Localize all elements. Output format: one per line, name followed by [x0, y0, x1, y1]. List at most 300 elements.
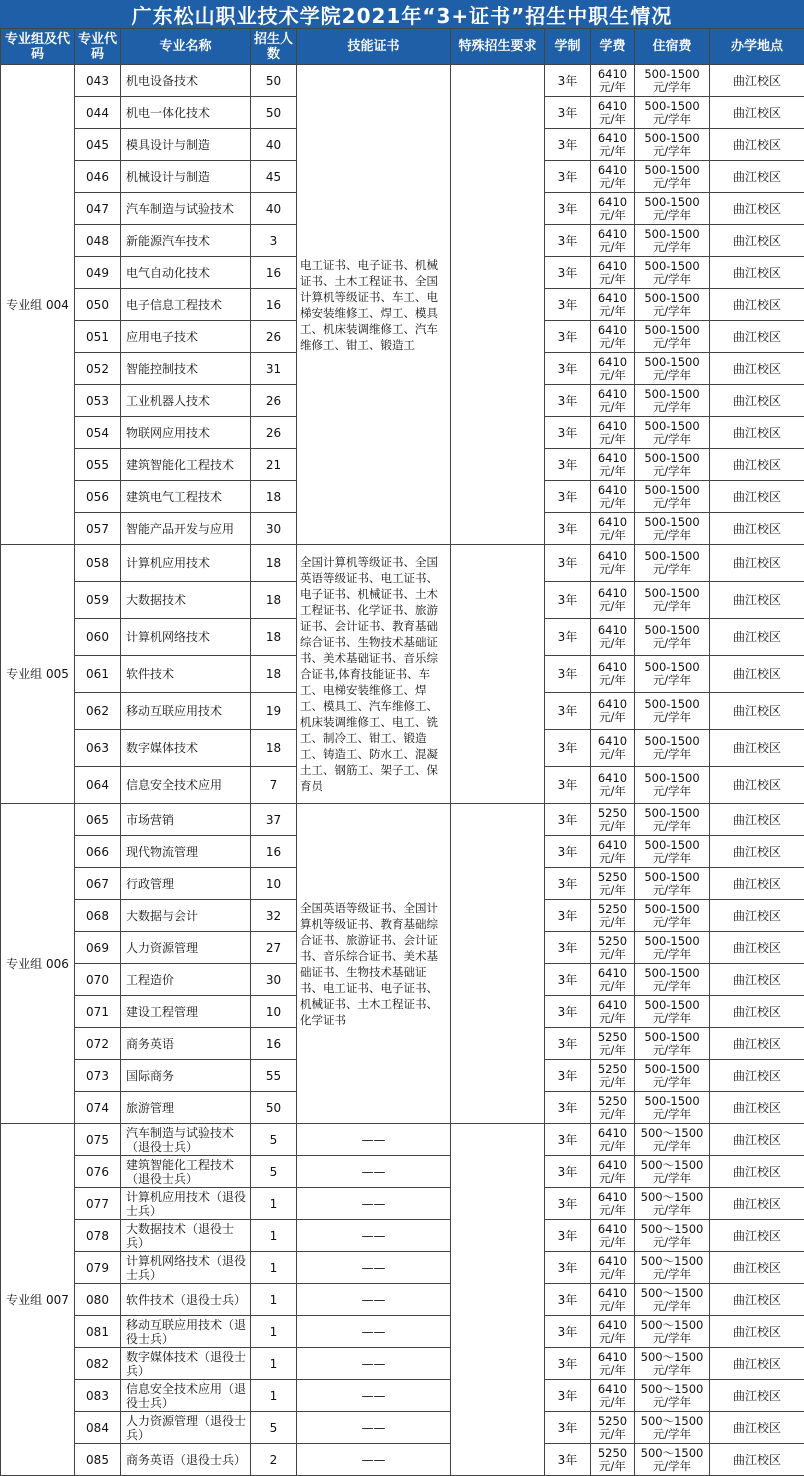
major-code: 059 [75, 582, 121, 619]
study-years: 3年 [545, 656, 591, 693]
major-name: 电气自动化技术 [121, 257, 251, 289]
dorm-fee: 500-1500元/学年 [635, 996, 710, 1028]
study-years: 3年 [545, 767, 591, 804]
major-name: 信息安全技术应用（退役士兵） [121, 1380, 251, 1412]
campus-location: 曲江校区 [710, 1284, 804, 1316]
skill-certificate: —— [297, 1316, 451, 1348]
campus-location: 曲江校区 [710, 1348, 804, 1380]
enroll-count: 40 [251, 193, 297, 225]
major-name: 汽车制造与试验技术（退役士兵） [121, 1124, 251, 1156]
campus-location: 曲江校区 [710, 1028, 804, 1060]
study-years: 3年 [545, 257, 591, 289]
campus-location: 曲江校区 [710, 225, 804, 257]
major-name: 计算机应用技术 [121, 545, 251, 582]
major-code: 053 [75, 385, 121, 417]
enroll-count: 16 [251, 836, 297, 868]
skill-certificate: —— [297, 1284, 451, 1316]
campus-location: 曲江校区 [710, 417, 804, 449]
tuition-fee: 6410元/年 [591, 1220, 635, 1252]
tuition-fee: 6410元/年 [591, 225, 635, 257]
study-years: 3年 [545, 1412, 591, 1444]
campus-location: 曲江校区 [710, 289, 804, 321]
major-code: 077 [75, 1188, 121, 1220]
tuition-fee: 6410元/年 [591, 417, 635, 449]
study-years: 3年 [545, 1156, 591, 1188]
dorm-fee: 500-1500元/学年 [635, 900, 710, 932]
major-name: 机械设计与制造 [121, 161, 251, 193]
campus-location: 曲江校区 [710, 1060, 804, 1092]
major-name: 人力资源管理（退役士兵） [121, 1412, 251, 1444]
major-code: 064 [75, 767, 121, 804]
dorm-fee: 500-1500元/学年 [635, 545, 710, 582]
major-name: 智能控制技术 [121, 353, 251, 385]
major-code: 070 [75, 964, 121, 996]
study-years: 3年 [545, 1092, 591, 1124]
header-code: 专业代码 [75, 29, 121, 65]
enroll-count: 18 [251, 545, 297, 582]
dorm-fee: 500-1500元/学年 [635, 129, 710, 161]
dorm-fee: 500-1500元/学年 [635, 964, 710, 996]
campus-location: 曲江校区 [710, 932, 804, 964]
major-code: 080 [75, 1284, 121, 1316]
dorm-fee: 500-1500元/学年 [635, 257, 710, 289]
study-years: 3年 [545, 449, 591, 481]
campus-location: 曲江校区 [710, 481, 804, 513]
skill-certificates: 电工证书、电子证书、机械证书、土木工程证书、全国计算机等级证书、车工、电梯安装维修工、焊工、模具工、机床装调维修工、汽车维修工、钳工、锻造工 [297, 65, 451, 545]
study-years: 3年 [545, 804, 591, 836]
campus-location: 曲江校区 [710, 545, 804, 582]
enroll-count: 10 [251, 996, 297, 1028]
major-name: 大数据与会计 [121, 900, 251, 932]
dorm-fee: 500～1500元/学年 [635, 1156, 710, 1188]
major-code: 063 [75, 730, 121, 767]
dorm-fee: 500-1500元/学年 [635, 161, 710, 193]
table-row [1, 1124, 804, 1156]
campus-location: 曲江校区 [710, 619, 804, 656]
major-name: 大数据技术（退役士兵） [121, 1220, 251, 1252]
major-code: 044 [75, 97, 121, 129]
major-code: 056 [75, 481, 121, 513]
major-code: 082 [75, 1348, 121, 1380]
major-name: 行政管理 [121, 868, 251, 900]
major-code: 075 [75, 1124, 121, 1156]
dorm-fee: 500-1500元/学年 [635, 730, 710, 767]
campus-location: 曲江校区 [710, 656, 804, 693]
enroll-count: 21 [251, 449, 297, 481]
tuition-fee: 6410元/年 [591, 545, 635, 582]
major-name: 智能产品开发与应用 [121, 513, 251, 545]
enroll-count: 18 [251, 619, 297, 656]
study-years: 3年 [545, 321, 591, 353]
table-row [1, 1412, 804, 1444]
tuition-fee: 6410元/年 [591, 385, 635, 417]
major-code: 052 [75, 353, 121, 385]
major-name: 国际商务 [121, 1060, 251, 1092]
major-name: 建设工程管理 [121, 996, 251, 1028]
major-code: 060 [75, 619, 121, 656]
special-requirements [451, 65, 545, 545]
dorm-fee: 500-1500元/学年 [635, 836, 710, 868]
header-cert: 技能证书 [297, 29, 451, 65]
campus-location: 曲江校区 [710, 1124, 804, 1156]
major-code: 051 [75, 321, 121, 353]
tuition-fee: 5250元/年 [591, 1028, 635, 1060]
major-name: 电子信息工程技术 [121, 289, 251, 321]
tuition-fee: 6410元/年 [591, 289, 635, 321]
major-code: 069 [75, 932, 121, 964]
major-code: 043 [75, 65, 121, 97]
major-code: 054 [75, 417, 121, 449]
major-name: 汽车制造与试验技术 [121, 193, 251, 225]
campus-location: 曲江校区 [710, 996, 804, 1028]
major-name: 机电一体化技术 [121, 97, 251, 129]
campus-location: 曲江校区 [710, 767, 804, 804]
study-years: 3年 [545, 1060, 591, 1092]
tuition-fee: 6410元/年 [591, 513, 635, 545]
major-name: 建筑智能化工程技术（退役士兵） [121, 1156, 251, 1188]
study-years: 3年 [545, 385, 591, 417]
study-years: 3年 [545, 996, 591, 1028]
study-years: 3年 [545, 693, 591, 730]
enroll-count: 26 [251, 385, 297, 417]
major-code: 079 [75, 1252, 121, 1284]
enroll-count: 50 [251, 97, 297, 129]
tuition-fee: 6410元/年 [591, 353, 635, 385]
dorm-fee: 500～1500元/学年 [635, 1444, 710, 1476]
enroll-count: 16 [251, 257, 297, 289]
major-code: 045 [75, 129, 121, 161]
campus-location: 曲江校区 [710, 1092, 804, 1124]
tuition-fee: 6410元/年 [591, 619, 635, 656]
enroll-count: 37 [251, 804, 297, 836]
tuition-fee: 6410元/年 [591, 1284, 635, 1316]
tuition-fee: 6410元/年 [591, 129, 635, 161]
campus-location: 曲江校区 [710, 449, 804, 481]
major-name: 移动互联应用技术（退役士兵） [121, 1316, 251, 1348]
enroll-count: 27 [251, 932, 297, 964]
major-code: 081 [75, 1316, 121, 1348]
enroll-count: 3 [251, 225, 297, 257]
major-name: 建筑电气工程技术 [121, 481, 251, 513]
major-code: 071 [75, 996, 121, 1028]
campus-location: 曲江校区 [710, 65, 804, 97]
dorm-fee: 500～1500元/学年 [635, 1188, 710, 1220]
major-code: 048 [75, 225, 121, 257]
dorm-fee: 500～1500元/学年 [635, 1316, 710, 1348]
enroll-count: 31 [251, 353, 297, 385]
enroll-count: 30 [251, 964, 297, 996]
table-row [1, 804, 804, 836]
skill-certificates: 全国英语等级证书、全国计算机等级证书、教育基础综合证书、旅游证书、会计证书、音乐综合证书、美术基础证书、生物技术基础证书、电工证书、电子证书、机械证书、土木工程证书、化学证书 [297, 804, 451, 1124]
dorm-fee: 500-1500元/学年 [635, 804, 710, 836]
study-years: 3年 [545, 65, 591, 97]
tuition-fee: 6410元/年 [591, 730, 635, 767]
study-years: 3年 [545, 619, 591, 656]
table-row [1, 1252, 804, 1284]
enroll-count: 1 [251, 1220, 297, 1252]
dorm-fee: 500-1500元/学年 [635, 65, 710, 97]
major-code: 047 [75, 193, 121, 225]
major-name: 工程造价 [121, 964, 251, 996]
study-years: 3年 [545, 193, 591, 225]
skill-certificate: —— [297, 1156, 451, 1188]
campus-location: 曲江校区 [710, 582, 804, 619]
table-row [1, 545, 804, 582]
tuition-fee: 6410元/年 [591, 1156, 635, 1188]
enroll-count: 32 [251, 900, 297, 932]
dorm-fee: 500～1500元/学年 [635, 1220, 710, 1252]
dorm-fee: 500-1500元/学年 [635, 868, 710, 900]
dorm-fee: 500～1500元/学年 [635, 1380, 710, 1412]
dorm-fee: 500～1500元/学年 [635, 1412, 710, 1444]
tuition-fee: 6410元/年 [591, 1316, 635, 1348]
enroll-count: 5 [251, 1412, 297, 1444]
major-code: 065 [75, 804, 121, 836]
campus-location: 曲江校区 [710, 836, 804, 868]
campus-location: 曲江校区 [710, 1412, 804, 1444]
skill-certificate: —— [297, 1348, 451, 1380]
enroll-count: 7 [251, 767, 297, 804]
skill-certificate: —— [297, 1220, 451, 1252]
tuition-fee: 6410元/年 [591, 449, 635, 481]
dorm-fee: 500-1500元/学年 [635, 582, 710, 619]
table-row [1, 1284, 804, 1316]
tuition-fee: 6410元/年 [591, 65, 635, 97]
enroll-count: 50 [251, 1092, 297, 1124]
dorm-fee: 500-1500元/学年 [635, 932, 710, 964]
major-code: 055 [75, 449, 121, 481]
major-name: 物联网应用技术 [121, 417, 251, 449]
enroll-count: 30 [251, 513, 297, 545]
study-years: 3年 [545, 1252, 591, 1284]
special-requirements [451, 545, 545, 804]
major-code: 049 [75, 257, 121, 289]
enroll-count: 16 [251, 289, 297, 321]
major-code: 062 [75, 693, 121, 730]
tuition-fee: 6410元/年 [591, 193, 635, 225]
major-name: 模具设计与制造 [121, 129, 251, 161]
enroll-count: 1 [251, 1348, 297, 1380]
tuition-fee: 6410元/年 [591, 1252, 635, 1284]
dorm-fee: 500-1500元/学年 [635, 693, 710, 730]
enroll-count: 10 [251, 868, 297, 900]
campus-location: 曲江校区 [710, 730, 804, 767]
table-row [1, 1380, 804, 1412]
dorm-fee: 500-1500元/学年 [635, 481, 710, 513]
major-name: 数字媒体技术 [121, 730, 251, 767]
enroll-count: 26 [251, 321, 297, 353]
tuition-fee: 5250元/年 [591, 1412, 635, 1444]
study-years: 3年 [545, 289, 591, 321]
tuition-fee: 6410元/年 [591, 996, 635, 1028]
study-years: 3年 [545, 513, 591, 545]
enroll-count: 1 [251, 1380, 297, 1412]
campus-location: 曲江校区 [710, 1444, 804, 1476]
study-years: 3年 [545, 1124, 591, 1156]
skill-certificates: 全国计算机等级证书、全国英语等级证书、电工证书、电子证书、机械证书、土木工程证书、化学证书、旅游证书、会计证书、教育基础综合证书、生物技术基础证书、美术基础证书、音乐综合证书,体育技能证书、车工、电梯安装维修工、焊工、模具工、汽车维修工、机床装调维修工、电工、铣工、制冷工、钳工、锻造工、铸造工、防水工、混凝土工、钢筋工、架子工、保育员 [297, 545, 451, 804]
dorm-fee: 500-1500元/学年 [635, 193, 710, 225]
major-code: 058 [75, 545, 121, 582]
study-years: 3年 [545, 161, 591, 193]
major-code: 078 [75, 1220, 121, 1252]
major-name: 人力资源管理 [121, 932, 251, 964]
enroll-count: 18 [251, 730, 297, 767]
enroll-count: 1 [251, 1316, 297, 1348]
major-code: 074 [75, 1092, 121, 1124]
campus-location: 曲江校区 [710, 804, 804, 836]
tuition-fee: 6410元/年 [591, 481, 635, 513]
study-years: 3年 [545, 353, 591, 385]
dorm-fee: 500-1500元/学年 [635, 513, 710, 545]
major-name: 软件技术 [121, 656, 251, 693]
dorm-fee: 500-1500元/学年 [635, 417, 710, 449]
tuition-fee: 6410元/年 [591, 1124, 635, 1156]
skill-certificate: —— [297, 1252, 451, 1284]
table-row [1, 1156, 804, 1188]
study-years: 3年 [545, 1220, 591, 1252]
enroll-count: 16 [251, 1028, 297, 1060]
campus-location: 曲江校区 [710, 868, 804, 900]
tuition-fee: 5250元/年 [591, 900, 635, 932]
study-years: 3年 [545, 868, 591, 900]
study-years: 3年 [545, 1028, 591, 1060]
tuition-fee: 6410元/年 [591, 693, 635, 730]
enroll-count: 55 [251, 1060, 297, 1092]
page-title: 广东松山职业技术学院2021年“3+证书”招生中职生情况 [0, 0, 804, 28]
table-row [1, 1444, 804, 1476]
major-code: 057 [75, 513, 121, 545]
skill-certificate: —— [297, 1380, 451, 1412]
tuition-fee: 5250元/年 [591, 804, 635, 836]
campus-location: 曲江校区 [710, 964, 804, 996]
study-years: 3年 [545, 730, 591, 767]
study-years: 3年 [545, 129, 591, 161]
dorm-fee: 500-1500元/学年 [635, 1060, 710, 1092]
header-years: 学制 [545, 29, 591, 65]
major-code: 073 [75, 1060, 121, 1092]
campus-location: 曲江校区 [710, 1252, 804, 1284]
major-code: 072 [75, 1028, 121, 1060]
header-count: 招生人数 [251, 29, 297, 65]
major-name: 市场营销 [121, 804, 251, 836]
study-years: 3年 [545, 964, 591, 996]
major-name: 移动互联应用技术 [121, 693, 251, 730]
enroll-count: 19 [251, 693, 297, 730]
enroll-count: 40 [251, 129, 297, 161]
study-years: 3年 [545, 1348, 591, 1380]
campus-location: 曲江校区 [710, 193, 804, 225]
campus-location: 曲江校区 [710, 1156, 804, 1188]
major-name: 应用电子技术 [121, 321, 251, 353]
table-row [1, 65, 804, 97]
header-name: 专业名称 [121, 29, 251, 65]
skill-certificate: —— [297, 1444, 451, 1476]
tuition-fee: 6410元/年 [591, 1380, 635, 1412]
major-code: 076 [75, 1156, 121, 1188]
table-row [1, 1348, 804, 1380]
special-requirements [451, 1124, 545, 1476]
dorm-fee: 500～1500元/学年 [635, 1124, 710, 1156]
study-years: 3年 [545, 481, 591, 513]
enroll-count: 18 [251, 582, 297, 619]
major-name: 新能源汽车技术 [121, 225, 251, 257]
major-code: 083 [75, 1380, 121, 1412]
major-name: 商务英语 [121, 1028, 251, 1060]
special-requirements [451, 804, 545, 1124]
table-row [1, 1220, 804, 1252]
tuition-fee: 6410元/年 [591, 964, 635, 996]
tuition-fee: 6410元/年 [591, 1348, 635, 1380]
header-fee: 学费 [591, 29, 635, 65]
enroll-count: 18 [251, 656, 297, 693]
dorm-fee: 500-1500元/学年 [635, 619, 710, 656]
major-name: 计算机网络技术 [121, 619, 251, 656]
group-label: 专业组 006 [1, 804, 75, 1124]
tuition-fee: 6410元/年 [591, 1188, 635, 1220]
major-name: 商务英语（退役士兵） [121, 1444, 251, 1476]
header-special: 特殊招生要求 [451, 29, 545, 65]
dorm-fee: 500-1500元/学年 [635, 289, 710, 321]
campus-location: 曲江校区 [710, 1188, 804, 1220]
header-row [1, 29, 804, 65]
campus-location: 曲江校区 [710, 129, 804, 161]
study-years: 3年 [545, 545, 591, 582]
study-years: 3年 [545, 1284, 591, 1316]
dorm-fee: 500～1500元/学年 [635, 1348, 710, 1380]
major-code: 085 [75, 1444, 121, 1476]
enroll-count: 1 [251, 1284, 297, 1316]
enroll-count: 5 [251, 1156, 297, 1188]
campus-location: 曲江校区 [710, 97, 804, 129]
table-row [1, 1316, 804, 1348]
campus-location: 曲江校区 [710, 385, 804, 417]
campus-location: 曲江校区 [710, 900, 804, 932]
dorm-fee: 500-1500元/学年 [635, 321, 710, 353]
dorm-fee: 500-1500元/学年 [635, 385, 710, 417]
major-name: 计算机应用技术（退役士兵） [121, 1188, 251, 1220]
dorm-fee: 500-1500元/学年 [635, 1092, 710, 1124]
group-label: 专业组 007 [1, 1124, 75, 1476]
enroll-count: 26 [251, 417, 297, 449]
campus-location: 曲江校区 [710, 257, 804, 289]
skill-certificate: —— [297, 1124, 451, 1156]
dorm-fee: 500～1500元/学年 [635, 1284, 710, 1316]
campus-location: 曲江校区 [710, 321, 804, 353]
major-name: 旅游管理 [121, 1092, 251, 1124]
major-code: 066 [75, 836, 121, 868]
study-years: 3年 [545, 1444, 591, 1476]
major-name: 建筑智能化工程技术 [121, 449, 251, 481]
major-code: 061 [75, 656, 121, 693]
campus-location: 曲江校区 [710, 1380, 804, 1412]
header-dorm: 住宿费 [635, 29, 710, 65]
enroll-count: 5 [251, 1124, 297, 1156]
tuition-fee: 6410元/年 [591, 582, 635, 619]
major-name: 软件技术（退役士兵） [121, 1284, 251, 1316]
campus-location: 曲江校区 [710, 1220, 804, 1252]
study-years: 3年 [545, 97, 591, 129]
enroll-count: 45 [251, 161, 297, 193]
enroll-count: 1 [251, 1252, 297, 1284]
tuition-fee: 5250元/年 [591, 932, 635, 964]
enrollment-table [0, 28, 804, 1476]
group-label: 专业组 005 [1, 545, 75, 804]
study-years: 3年 [545, 225, 591, 257]
campus-location: 曲江校区 [710, 513, 804, 545]
dorm-fee: 500-1500元/学年 [635, 97, 710, 129]
study-years: 3年 [545, 836, 591, 868]
major-code: 067 [75, 868, 121, 900]
